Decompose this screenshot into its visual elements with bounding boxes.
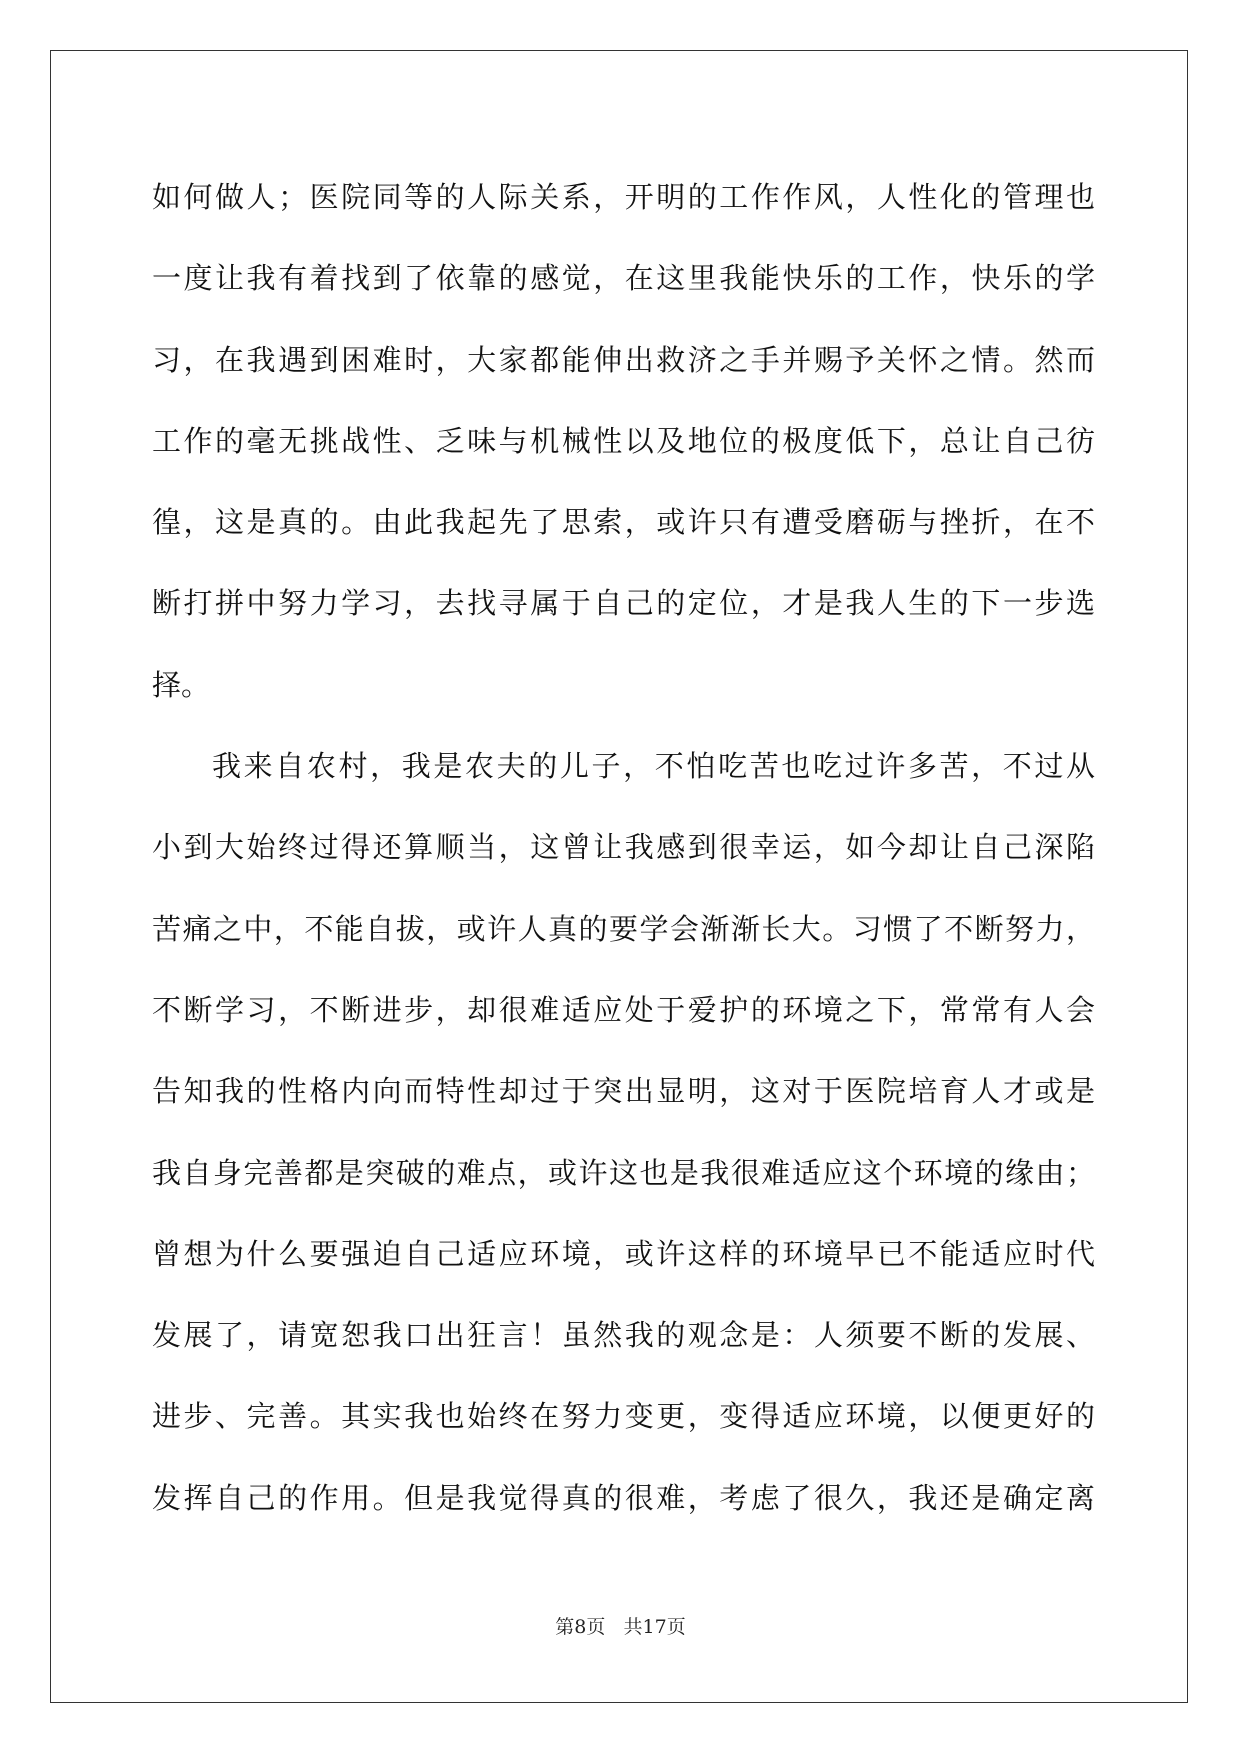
paragraph-first-line: 我来自农村，我是农夫的儿子，不怕吃苦也吃过许多苦，不过从 [212, 749, 1095, 784]
text-line: 习，在我遇到困难时，大家都能伸出救济之手并赐予关怀之情。然而 [152, 342, 1095, 377]
page-total: 共17页 [623, 1616, 686, 1638]
text-line: 徨，这是真的。由此我起先了思索，或许只有遭受磨砺与挫折，在不 [152, 505, 1095, 540]
document-body [152, 157, 1095, 1539]
text-line: 发挥自己的作用。但是我觉得真的很难，考虑了很久，我还是确定离 [152, 1480, 1095, 1515]
text-line: 如何做人；医院同等的人际关系，开明的工作作风，人性化的管理也 [152, 180, 1095, 214]
text-line: 小到大始终过得还算顺当，这曾让我感到很幸运，如今却让自己深陷 [152, 830, 1095, 865]
text-line: 不断学习，不断进步，却很难适应处于爱护的环境之下，常常有人会 [152, 992, 1095, 1027]
page-number: 第8页 [555, 1616, 606, 1638]
text-line: 苦痛之中，不能自拔，或许人真的要学会渐渐长大。习惯了不断努力， [152, 911, 1095, 946]
text-line: 择。 [152, 667, 211, 702]
text-line: 曾想为什么要强迫自己适应环境，或许这样的环境早已不能适应时代 [152, 1236, 1095, 1271]
text-line: 发展了，请宽恕我口出狂言！虽然我的观念是：人须要不断的发展、 [152, 1318, 1095, 1353]
page-footer [0, 1612, 1241, 1639]
text-line: 一度让我有着找到了依靠的感觉，在这里我能快乐的工作，快乐的学 [152, 261, 1095, 296]
text-line: 告知我的性格内向而特性却过于突出显明，这对于医院培育人才或是 [152, 1074, 1095, 1109]
text-line: 断打拼中努力学习，去找寻属于自己的定位，才是我人生的下一步选 [152, 586, 1095, 621]
text-line: 进步、完善。其实我也始终在努力变更，变得适应环境，以便更好的 [152, 1399, 1095, 1434]
text-line: 工作的毫无挑战性、乏味与机械性以及地位的极度低下，总让自己彷 [152, 423, 1095, 458]
text-line: 我自身完善都是突破的难点，或许这也是我很难适应这个环境的缘由； [152, 1155, 1095, 1190]
